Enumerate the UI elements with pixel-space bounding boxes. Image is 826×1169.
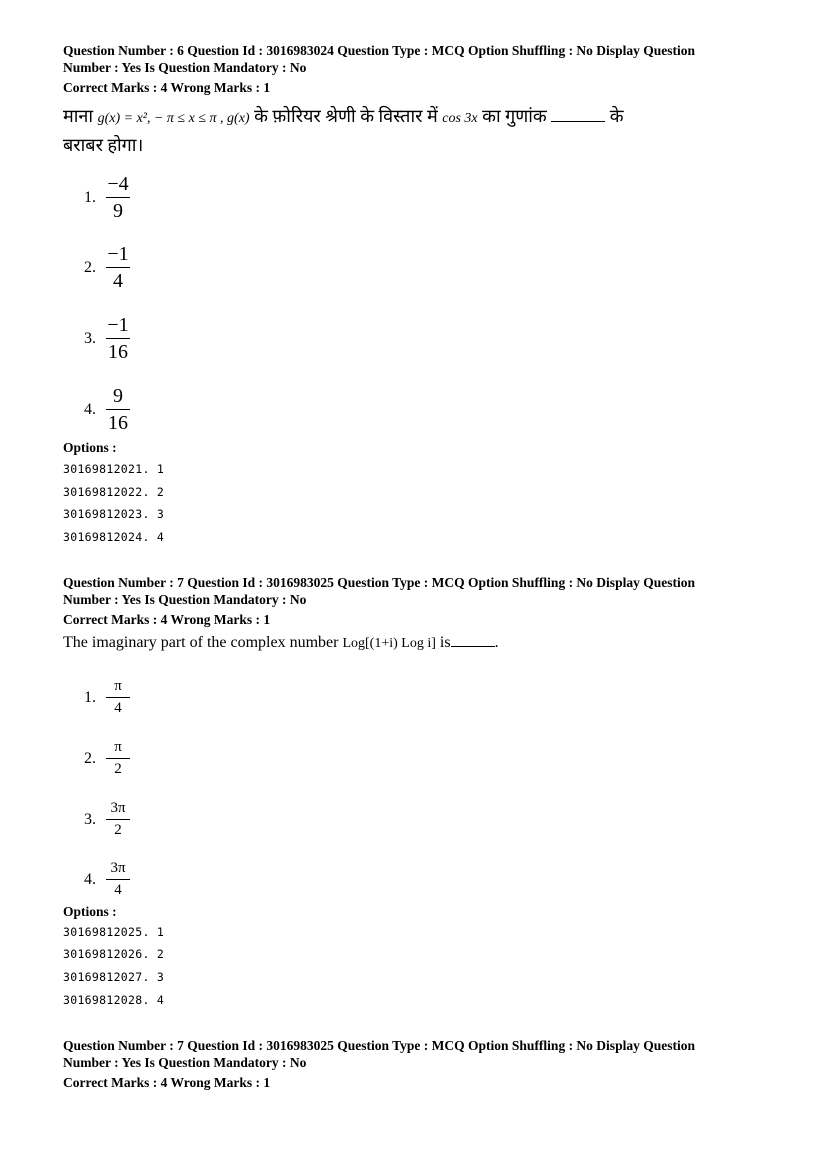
- q6-choice-3-number: 3.: [84, 329, 96, 347]
- q6-choice-4-number: 4.: [84, 400, 96, 418]
- q6-question-text: [63, 103, 763, 158]
- q7-question-text: [63, 630, 763, 657]
- q7-choice-1-denominator: 4: [114, 700, 122, 716]
- q6-options-label: Options :: [63, 440, 117, 455]
- q6-header: [63, 43, 763, 76]
- q7-choice-4[interactable]: [84, 860, 130, 899]
- q6-choice-3-fraction: [106, 314, 130, 363]
- q6-choice-3[interactable]: [84, 314, 130, 363]
- q7-answer-blank: [451, 632, 495, 647]
- q6-text-d: के: [609, 106, 624, 126]
- q7-option-id-2: 30169812026. 2: [63, 947, 165, 961]
- q7-choice-4-numerator: 3π: [106, 860, 130, 880]
- q6-choice-4-fraction: [106, 385, 130, 434]
- q6-choice-2-numerator: −1: [106, 243, 130, 268]
- q6-choice-3-numerator: −1: [106, 314, 130, 339]
- q6-text-b: के फ़ोरियर श्रेणी के विस्तार में: [254, 106, 438, 126]
- q6-math-b: cos 3x: [442, 111, 478, 126]
- q6-choice-1[interactable]: [84, 173, 130, 222]
- q6-header-line1: Question Number : 6 Question Id : 3016983024 Question Type : MCQ Option Shuffling : No Display Question: [63, 43, 695, 58]
- q6-text-a: माना: [63, 106, 94, 126]
- q7-marks: Correct Marks : 4 Wrong Marks : 1: [63, 612, 271, 627]
- q6-option-id-4: 30169812024. 4: [63, 530, 165, 544]
- q6-choice-1-denominator: 9: [113, 200, 123, 222]
- q7-option-id-1: 30169812025. 1: [63, 925, 165, 939]
- q7-header-line1: Question Number : 7 Question Id : 3016983025 Question Type : MCQ Option Shuffling : No Display Question: [63, 575, 695, 590]
- q6-text-c: का गुणांक: [482, 106, 547, 126]
- q7-choice-1-fraction: [106, 678, 130, 717]
- q7-choice-2-fraction: [106, 739, 130, 778]
- q7-choice-4-fraction: [106, 860, 130, 899]
- q6-choice-4-denominator: 16: [108, 412, 128, 434]
- q6-choice-1-fraction: [106, 173, 130, 222]
- q7-choice-3-number: 3.: [84, 810, 96, 828]
- q6-option-id-1: 30169812021. 1: [63, 462, 165, 476]
- q6-choice-2-fraction: [106, 243, 130, 292]
- q7-choice-2-numerator: π: [106, 739, 130, 759]
- q7-choice-3-numerator: 3π: [106, 800, 130, 820]
- q7-option-id-3: 30169812027. 3: [63, 970, 165, 984]
- q7-text-b: is: [439, 634, 451, 651]
- q7-math-a: Log[(1+i) Log i]: [342, 636, 436, 651]
- q7-text-a: The imaginary part of the complex number: [63, 634, 339, 651]
- q6-option-id-2: 30169812022. 2: [63, 485, 165, 499]
- q7-options-label: Options :: [63, 904, 117, 919]
- q7-choice-4-denominator: 4: [114, 882, 122, 898]
- q6-choice-4-numerator: 9: [106, 385, 130, 410]
- q7-choice-1-numerator: π: [106, 678, 130, 698]
- q6-choice-4[interactable]: [84, 385, 130, 434]
- q6-answer-blank: [551, 107, 605, 122]
- q7-choice-1-number: 1.: [84, 688, 96, 706]
- q6-option-id-3: 30169812023. 3: [63, 507, 165, 521]
- q7-option-id-4: 30169812028. 4: [63, 993, 165, 1007]
- q7-choice-2-number: 2.: [84, 749, 96, 767]
- q6-header-line2: Number : Yes Is Question Mandatory : No: [63, 59, 307, 75]
- q7-choice-3-fraction: [106, 800, 130, 839]
- q6-choice-2-denominator: 4: [113, 270, 123, 292]
- q6-math-a: g(x) = x², − π ≤ x ≤ π , g(x): [97, 111, 250, 126]
- q6-choice-2[interactable]: [84, 243, 130, 292]
- q7-choice-1[interactable]: [84, 678, 130, 717]
- q6-choice-1-number: 1.: [84, 188, 96, 206]
- q6-marks: Correct Marks : 4 Wrong Marks : 1: [63, 80, 271, 95]
- q7-choice-2-denominator: 2: [114, 761, 122, 777]
- q7-header: [63, 575, 763, 608]
- q7-choice-2[interactable]: [84, 739, 130, 778]
- q7-repeat-header-line1: Question Number : 7 Question Id : 3016983025 Question Type : MCQ Option Shuffling : No Display Question: [63, 1038, 695, 1053]
- q7-header-line2: Number : Yes Is Question Mandatory : No: [63, 591, 307, 607]
- q7-choice-3-denominator: 2: [114, 822, 122, 838]
- q7-repeat-header-line2: Number : Yes Is Question Mandatory : No: [63, 1054, 307, 1070]
- q7-text-c: .: [494, 634, 499, 651]
- q6-choice-1-numerator: −4: [106, 173, 130, 198]
- q6-choice-2-number: 2.: [84, 258, 96, 276]
- q7-choice-3[interactable]: [84, 800, 130, 839]
- q7-repeat-marks: Correct Marks : 4 Wrong Marks : 1: [63, 1075, 271, 1090]
- q6-text-e: बराबर होगा।: [63, 135, 144, 155]
- q6-choice-3-denominator: 16: [108, 341, 128, 363]
- q7-choice-4-number: 4.: [84, 870, 96, 888]
- q7-repeat-header: [63, 1038, 763, 1071]
